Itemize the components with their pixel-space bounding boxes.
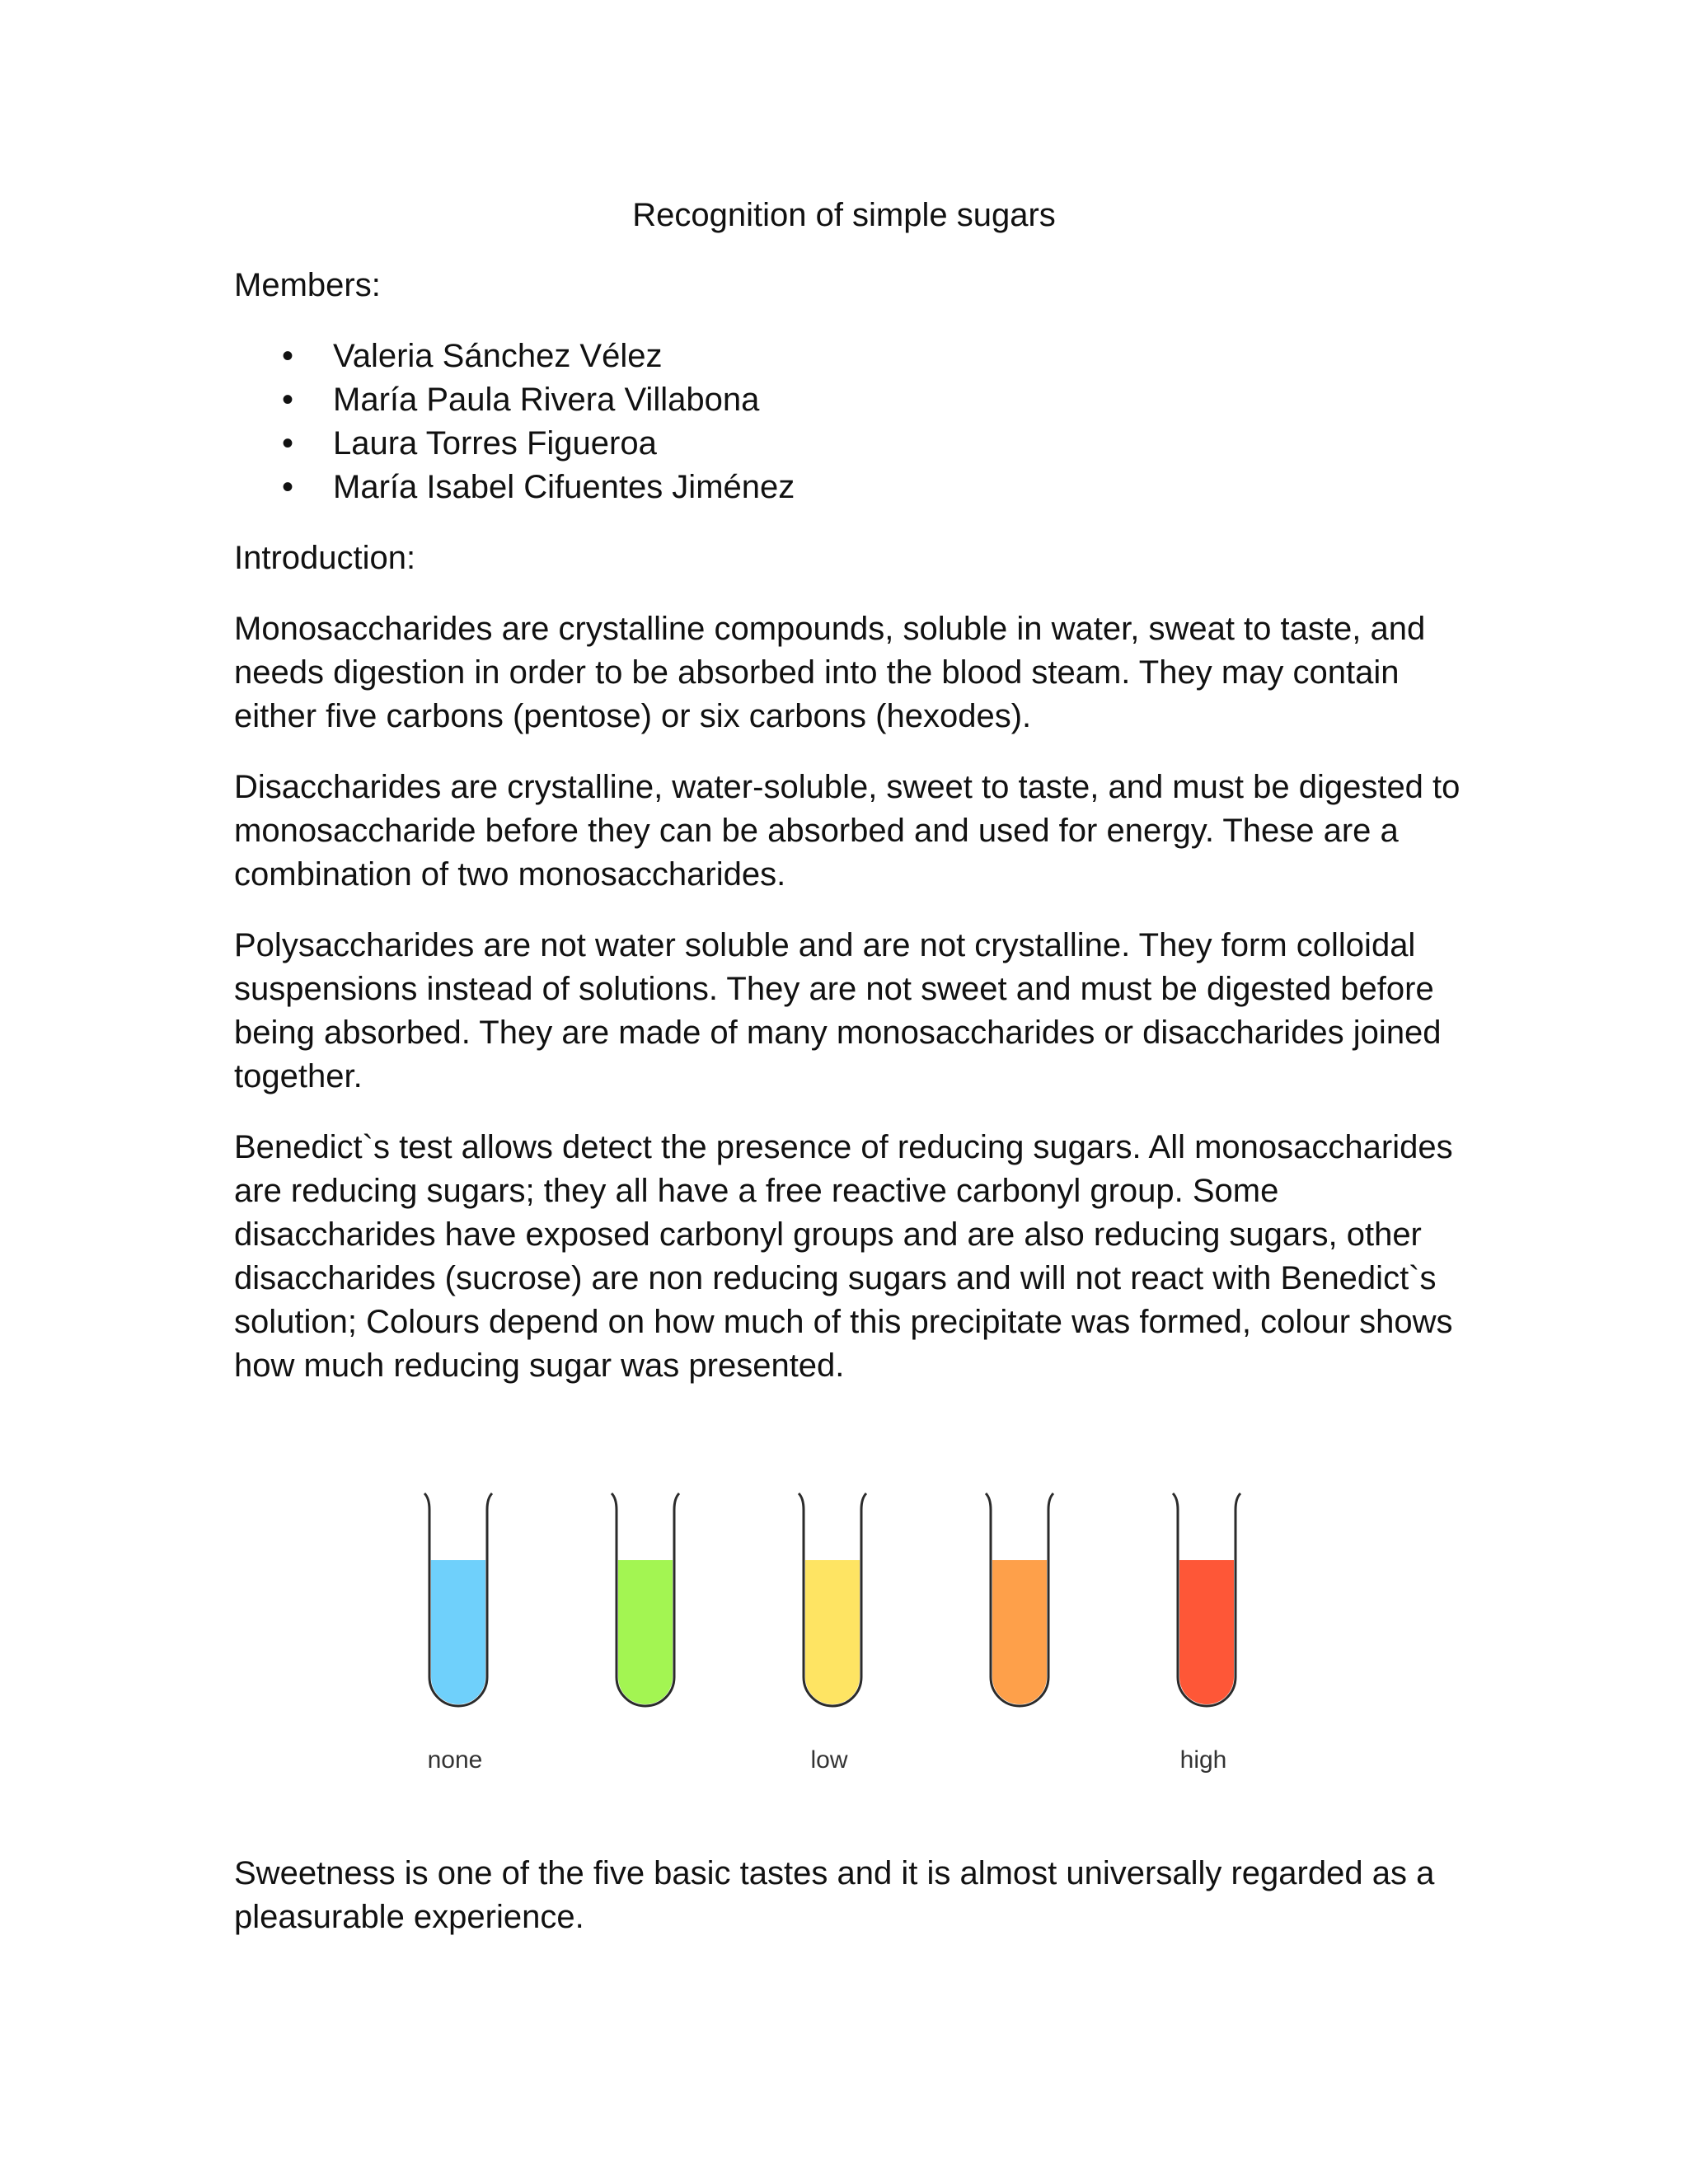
introduction-heading: Introduction:: [234, 540, 416, 576]
tube-liquid: [618, 1560, 673, 1704]
tube-label: none: [427, 1746, 483, 1774]
paragraph-monosaccharides: Monosaccharides are crystalline compounds, soluble in water, sweat to taste, and needs digestion in order to be absorbed into the blood steam. They may contain either five carbons (pentose) or six carbons (hexodes).: [234, 611, 1426, 734]
member-item: [234, 466, 1470, 509]
test-tube: [612, 1493, 679, 1706]
closing-paragraph: Sweetness is one of the five basic tastes and it is almost universally regarded as a pleasurable experience.: [234, 1855, 1435, 1935]
test-tube: [799, 1493, 866, 1774]
test-tube: [424, 1493, 492, 1774]
tube-liquid: [1179, 1560, 1234, 1704]
member-item: [234, 335, 1470, 378]
bullet-icon: •: [282, 425, 294, 462]
member-item: [234, 422, 1470, 466]
tube-label: high: [1179, 1746, 1227, 1774]
bullet-icon: •: [282, 338, 294, 374]
paragraph-benedicts-test: Benedict`s test allows detect the presence of reducing sugars. All monosaccharides are reducing sugars; they all have a free reactive carbonyl group. Some disaccharides have exposed carbonyl groups and are also reducing sugars, other disaccharides (sucrose) are non reducing sugars and will not react with Benedict`s solution; Colours depend on how much of this precipitate was formed, colour shows how much reducing sugar was presented.: [234, 1129, 1453, 1384]
member-name: Valeria Sánchez Vélez: [333, 338, 663, 374]
member-item: [234, 378, 1470, 422]
member-name: María Paula Rivera Villabona: [333, 382, 760, 418]
bullet-icon: •: [282, 469, 294, 505]
test-tube: [986, 1493, 1053, 1706]
test-tubes-illustration: [396, 1475, 1286, 1788]
document-title: Recognition of simple sugars: [632, 197, 1056, 233]
bullet-icon: •: [282, 382, 294, 418]
tube-liquid: [805, 1560, 860, 1704]
benedict-test-tubes-figure: [396, 1475, 1286, 1788]
members-heading: Members:: [234, 267, 381, 303]
tube-label: low: [810, 1746, 848, 1774]
document-body: [234, 264, 1470, 1415]
tube-liquid: [431, 1560, 485, 1704]
closing-section: [234, 1852, 1470, 1939]
paragraph-polysaccharides: Polysaccharides are not water soluble and are not crystalline. They form colloidal suspensions instead of solutions. They are not sweet and must be digested before being absorbed. They are made of many monosaccharides or disaccharides joined together.: [234, 927, 1442, 1094]
members-list: [234, 335, 1470, 509]
test-tube: [1173, 1493, 1240, 1774]
member-name: María Isabel Cifuentes Jiménez: [333, 469, 795, 505]
paragraph-disaccharides: Disaccharides are crystalline, water-soluble, sweet to taste, and must be digested to monosaccharide before they can be absorbed and used for energy. These are a combination of two monosaccharides.: [234, 769, 1461, 893]
member-name: Laura Torres Figueroa: [333, 425, 657, 462]
tube-liquid: [992, 1560, 1047, 1704]
